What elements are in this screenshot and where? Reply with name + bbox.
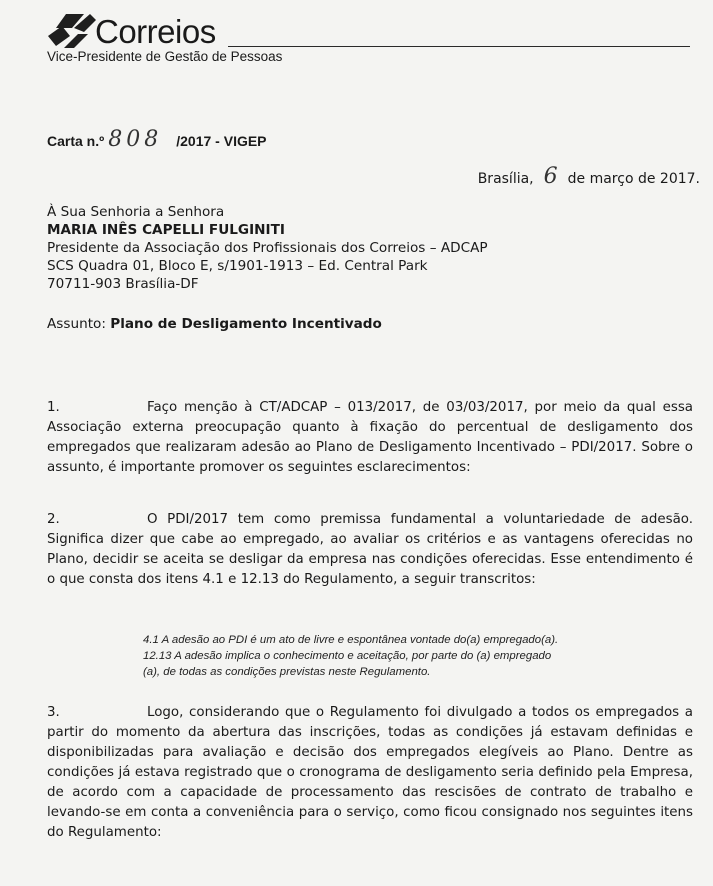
header-rule xyxy=(228,46,690,47)
date-city: Brasília, xyxy=(477,171,534,187)
recipient-block xyxy=(47,203,488,293)
paragraph-text: Faço menção à CT/ADCAP – 013/2017, de 03/03/2017, por meio da qual essa Associação externa preocupação quanto à fixação do percentual de desligamento dos empregados que realizaram adesão ao Plano de Desligamento Incentivado – PDI/2017. Sobre o assunto, é importante promover os seguintes esclarecimentos: xyxy=(47,400,693,475)
quote-line: 4.1 A adesão ao PDI é um ato de livre e espontânea vontade do(a) empregado(a). xyxy=(143,634,559,646)
regulation-quote xyxy=(143,632,691,680)
letter-number xyxy=(47,127,267,152)
subject-label: Assunto: xyxy=(47,316,106,332)
recipient-city: 70711-903 Brasília-DF xyxy=(47,276,199,292)
paragraph-text: Logo, considerando que o Regulamento foi divulgado a todos os empregados a partir do momento da abertura das inscrições, todas as condições já estavam definidas e disponibilizadas para avaliação e decisão dos empregados elegíveis ao Plano. Dentre as condições já estava registrado que o cronograma de desligamento seria definido pela Empresa, de acordo com a capacidade de processamento das rescisões de contrato de trabalho e levando-se em conta a conveniência para o serviço, como ficou consignado nos seguintes itens do Regulamento: xyxy=(47,705,693,840)
handwritten-day: 6 xyxy=(543,164,558,189)
recipient-address: SCS Quadra 01, Bloco E, s/1901-1913 – Ed. Central Park xyxy=(47,258,428,274)
subject-value: Plano de Desligamento Incentivado xyxy=(110,316,382,332)
brand-name: Correios xyxy=(95,13,216,50)
paragraph-1 xyxy=(47,398,693,478)
paragraph-number: 1. xyxy=(47,400,60,415)
letter-number-suffix: /2017 - VIGEP xyxy=(176,133,267,149)
recipient-salutation: À Sua Senhoria a Senhora xyxy=(47,204,225,220)
date-rest: de março de 2017. xyxy=(567,171,700,187)
paragraph-number: 3. xyxy=(47,705,60,720)
subject-line xyxy=(47,316,382,332)
paragraph-number: 2. xyxy=(47,512,60,527)
quote-line: (a), de todas as condições previstas neste Regulamento. xyxy=(143,666,431,678)
recipient-name: MARIA INÊS CAPELLI FULGINITI xyxy=(47,222,285,238)
quote-line: 12.13 A adesão implica o conhecimento e aceitação, por parte do (a) empregado xyxy=(143,650,552,662)
paragraph-text: O PDI/2017 tem como premissa fundamental a voluntariedade de adesão. Significa dizer que cabe ao empregado, ao avaliar os critérios e as vantagens oferecidas no Plano, decidir se aceita se desligar da empresa nas condições oferecidas. Esse entendimento é o que consta dos itens 4.1 e 12.13 do Regulamento, a seguir transcritos: xyxy=(47,512,693,587)
paragraph-2 xyxy=(47,510,693,590)
letter-date xyxy=(478,164,700,189)
letter-number-prefix: Carta n.º xyxy=(47,133,105,149)
paragraph-3 xyxy=(47,703,693,843)
handwritten-number: 808 xyxy=(108,127,163,152)
recipient-title: Presidente da Associação dos Profissionais dos Correios – ADCAP xyxy=(47,240,488,256)
department-name: Vice-Presidente de Gestão de Pessoas xyxy=(47,49,283,64)
